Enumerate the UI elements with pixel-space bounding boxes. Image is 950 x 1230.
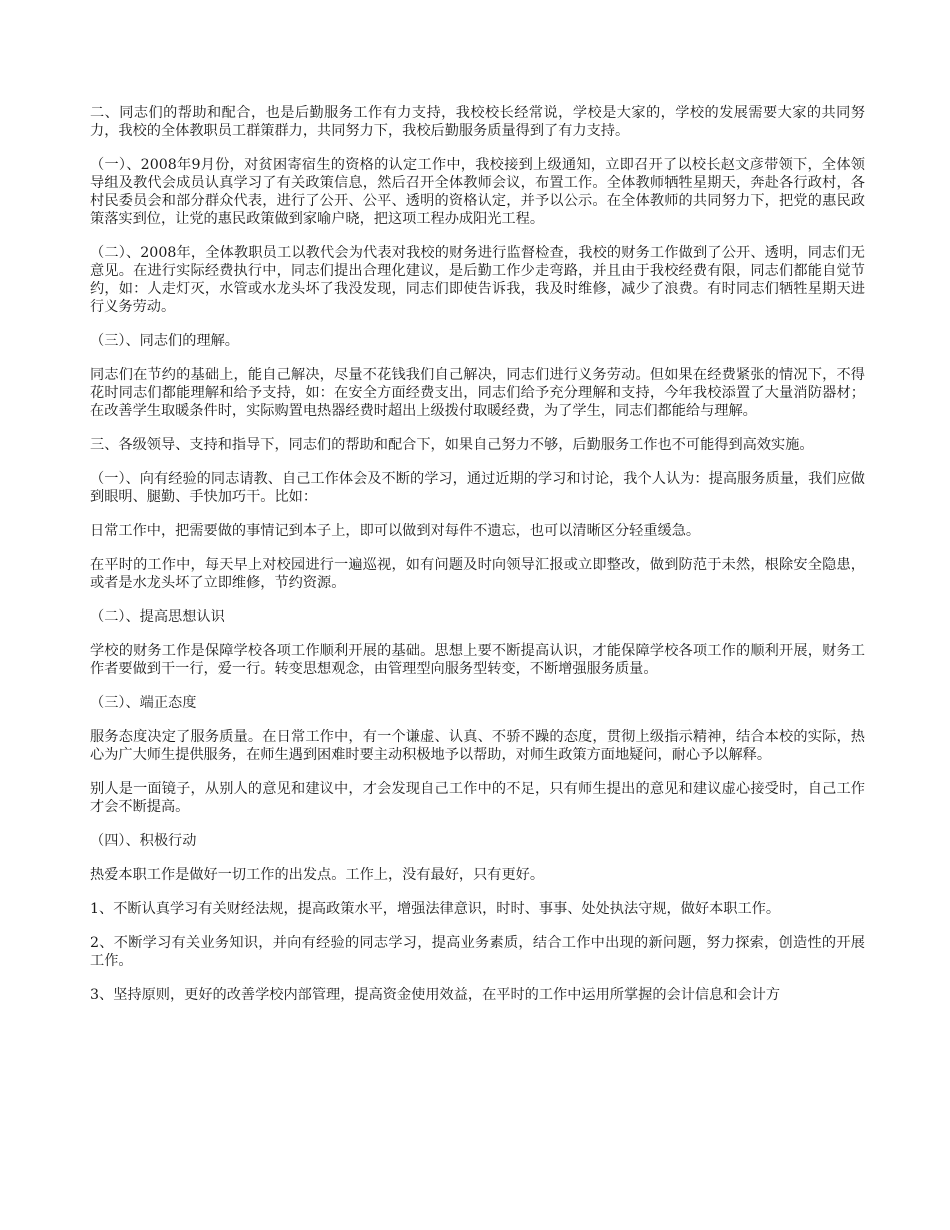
paragraph-9: 在平时的工作中，每天早上对校园进行一遍巡视，如有问题及时向领导汇报或立即整改，做到防范于未然，根除安全隐患，或者是水龙头坏了立即维修，节约资源。 — [90, 557, 865, 591]
document-body — [90, 104, 865, 1020]
paragraph-3: （二）、2008年，全体教职员工以教代会为代表对我校的财务进行监督检查，我校的财务工作做到了公开、透明，同志们无意见。在进行实际经费执行中，同志们提出合理化建议，是后勤工作少走弯路，并且由于我校经费有限，同志们都能自觉节约，如：人走灯灭，水管或水龙头坏了我没发现，同志们即使告诉我，我及时维修，减少了浪费。有时同志们牺牲星期天进行义务劳动。 — [90, 245, 865, 315]
paragraph-19: 3、坚持原则，更好的改善学校内部管理，提高资金使用效益，在平时的工作中运用所掌握的会计信息和会计方 — [90, 987, 781, 1003]
paragraph-5: 同志们在节约的基础上，能自己解决，尽量不花钱我们自己解决，同志们进行义务劳动。但如果在经费紧张的情况下，不得花时同志们都能理解和给予支持，如：在安全方面经费支出，同志们给予充分理解和支持，今年我校添置了大量消防器材；在改善学生取暖条件时，实际购置电热器经费时超出上级拨付取暖经费，为了学生，同志们都能给与理解。 — [90, 367, 865, 419]
paragraph-17: 1、不断认真学习有关财经法规，提高政策水平，增强法律意识，时时、事事、处处执法守规，做好本职工作。 — [90, 901, 781, 917]
paragraph-7: （一）、向有经验的同志请教、自己工作体会及不断的学习，通过近期的学习和讨论，我个人认为：提高服务质量，我们应做到眼明、腿勤、手快加巧干。比如： — [90, 471, 865, 505]
paragraph-16: 热爱本职工作是做好一切工作的出发点。工作上，没有最好，只有更好。 — [90, 867, 545, 883]
paragraph-10: （二）、提高思想认识 — [90, 609, 225, 625]
paragraph-2: （一）、2008年9月份，对贫困寄宿生的资格的认定工作中，我校接到上级通知，立即召开了以校长赵文彦带领下，全体领导组及教代会成员认真学习了有关政策信息，然后召开全体教师会议，布置工作。全体教师牺牲星期天，奔赴各行政村，各村民委员会和部分群众代表，进行了公开、公平、透明的资格认定，并予以公示。在全体教师的共同努力下，把党的惠民政策落实到位，让党的惠民政策做到家喻户晓，把这项工程办成阳光工程。 — [90, 157, 865, 227]
paragraph-11: 学校的财务工作是保障学校各项工作顺利开展的基础。思想上要不断提高认识，才能保障学校各项工作的顺利开展，财务工作者要做到干一行，爱一行。转变思想观念，由管理型向服务型转变，不断增强服务质量。 — [90, 643, 865, 677]
paragraph-6: 三、各级领导、支持和指导下，同志们的帮助和配合下，如果自己努力不够，后勤服务工作也不可能得到高效实施。 — [90, 437, 814, 453]
paragraph-18: 2、不断学习有关业务知识，并向有经验的同志学习，提高业务素质，结合工作中出现的新问题，努力探索，创造性的开展工作。 — [90, 935, 865, 969]
paragraph-14: 别人是一面镜子，从别人的意见和建议中，才会发现自己工作中的不足，只有师生提出的意见和建议虚心接受时，自己工作才会不断提高。 — [90, 781, 865, 815]
paragraph-12: （三）、端正态度 — [90, 695, 197, 711]
paragraph-1: 二、同志们的帮助和配合，也是后勤服务工作有力支持，我校校长经常说，学校是大家的，学校的发展需要大家的共同努力，我校的全体教职员工群策群力，共同努力下，我校后勤服务质量得到了有力支持。 — [90, 105, 865, 139]
paragraph-13: 服务态度决定了服务质量。在日常工作中，有一个谦虚、认真、不骄不躁的态度，贯彻上级指示精神，结合本校的实际，热心为广大师生提供服务，在师生遇到困难时要主动积极地予以帮助，对师生政策方面地疑问，耐心予以解释。 — [90, 729, 865, 763]
paragraph-15: （四）、积极行动 — [90, 833, 197, 849]
paragraph-8: 日常工作中，把需要做的事情记到本子上，即可以做到对每件不遗忘，也可以清晰区分轻重缓急。 — [90, 523, 701, 539]
paragraph-4: （三）、同志们的理解。 — [90, 333, 239, 349]
